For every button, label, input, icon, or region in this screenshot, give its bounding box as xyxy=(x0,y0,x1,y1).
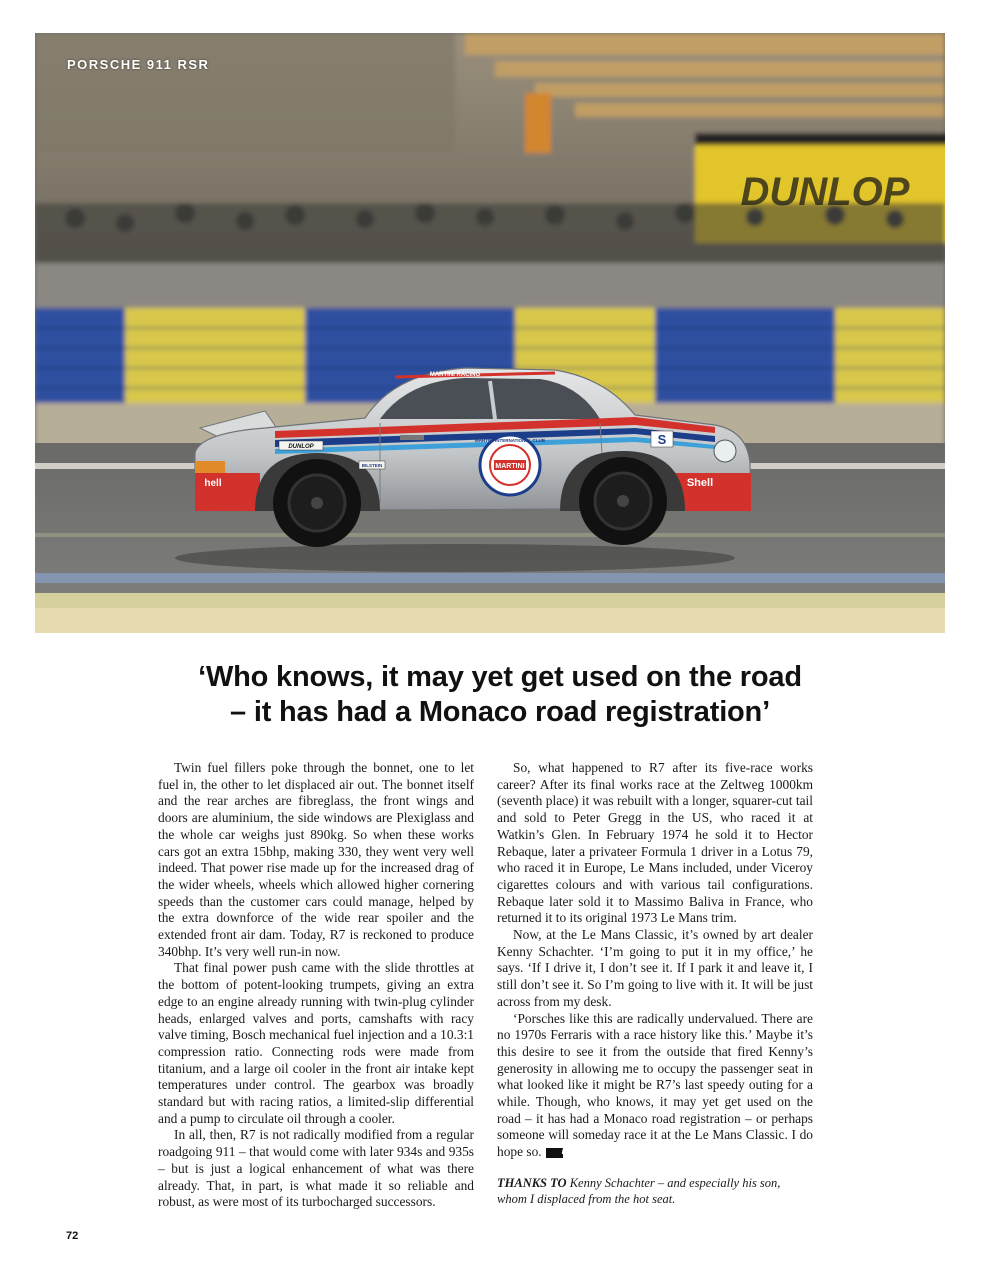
paragraph: That final power push came with the slide throttles at the bottom of potent-looking trumpets, giving an extra edge to an engine already running with twin-plug cylinder heads, enlarged valves and ports, camshafts with racy valve timing, Bosch mechanical fuel injection and a 10.3:1 compression ratio. Connecting rods were made from titanium, and a large oil cooler in the front air intake kept temperatures under control. The gearbox was broadly standard but with racing ratios, a limited-slip differential and a pump to circulate oil through a cooler. xyxy=(158,960,474,1126)
race-car-illustration xyxy=(35,33,945,633)
page-number: 72 xyxy=(66,1230,79,1242)
hero-photo xyxy=(35,33,945,633)
end-mark-icon: End xyxy=(546,1148,563,1158)
paragraph-final xyxy=(497,1011,813,1161)
paragraph-final-text: ‘Porsches like this are radically undervalued. There are no 1970s Ferraris with a race history like this.’ Maybe it’s this desire to see it from the outside that fired Kenny’s generosity in allowing me to occupy the passenger seat in what looked like it might be R7’s last speedy outing for a while. Though, who knows, it may yet get used on the road – it has had a Monaco road registration – or perhaps someone will someday race it at the Le Mans Classic. I do hope so. xyxy=(497,1010,813,1160)
roundel-ring-text: MARTINI INTERNATIONAL CLUB xyxy=(474,438,546,443)
article-column-right xyxy=(497,760,813,1207)
paragraph: So, what happened to R7 after its five-race works career? After its final works race at the Zeltweg 1000km (seventh place) it was rebuilt with a longer, squarer-cut tail and sold to Peter Gregg in the US, who raced it at Watkin’s Glen. In February 1974 he sold it to Hector Rebaque, later a privateer Formula 1 driver in a Lotus 79, who raced it in Europe, Le Mans included, under Viceroy cigarettes colours and with various tail configurations. Rebaque later sold it to Massimo Baliva in France, who returned it to its original 1973 Le Mans trim. xyxy=(497,760,813,926)
headline-line-2: – it has had a Monaco road registration’ xyxy=(230,696,770,728)
rear-dunlop-text: DUNLOP xyxy=(288,444,314,450)
article-column-left xyxy=(158,760,474,1211)
credits-text: Kenny Schachter – and especially his son, whom I displaced from the hot seat. xyxy=(497,1175,781,1206)
race-number-text: S xyxy=(657,432,667,447)
front-shell-text: Shell xyxy=(686,477,714,489)
dunlop-banner-text: DUNLOP xyxy=(740,170,910,214)
headline-line-1: ‘Who knows, it may yet get used on the road xyxy=(198,661,802,693)
rear-shell-text: hell xyxy=(204,478,222,489)
martini-roundel-text: MARTINI xyxy=(495,463,525,470)
credits-lead: THANKS TO xyxy=(497,1175,567,1190)
paragraph: Now, at the Le Mans Classic, it’s owned by art dealer Kenny Schachter. ‘I’m going to put it in my office,’ he says. ‘If I drive it, I don’t see it. If I park it and leave it, I still don’t see it. So I’m going to live with it. It will be just across from my desk. xyxy=(497,927,813,1009)
windscreen-text: MARTINI RACING xyxy=(429,372,481,378)
bilstein-text: BILSTEIN xyxy=(361,463,383,468)
pull-quote-headline xyxy=(100,660,900,730)
paragraph: Twin fuel fillers poke through the bonnet, one to let fuel in, the other to let displaced air out. The bonnet itself and the rear arches are fibreglass, the front wings and doors are aluminium, the side windows are Plexiglass and the whole car weighs just 890kg. So when these works cars got an extra 15bhp, making 330, they went very well indeed. That power rise made up for the increased drag of the wider wheels, wheels which allowed higher cornering speeds than the customer cars could manage, helped by the extra downforce of the wide rear spoiler and the extended front air dam. Today, R7 is reckoned to produce 340bhp. It’s very well run-in now. xyxy=(158,760,474,959)
paragraph: In all, then, R7 is not radically modified from a regular roadgoing 911 – that would come with later 934s and 935s – but is just a logical enhancement of what was there already. That, in part, is what made it so reliable and robust, as were most of its turbocharged successors. xyxy=(158,1127,474,1210)
section-label: PORSCHE 911 RSR xyxy=(67,57,210,72)
credits-note xyxy=(497,1175,813,1207)
